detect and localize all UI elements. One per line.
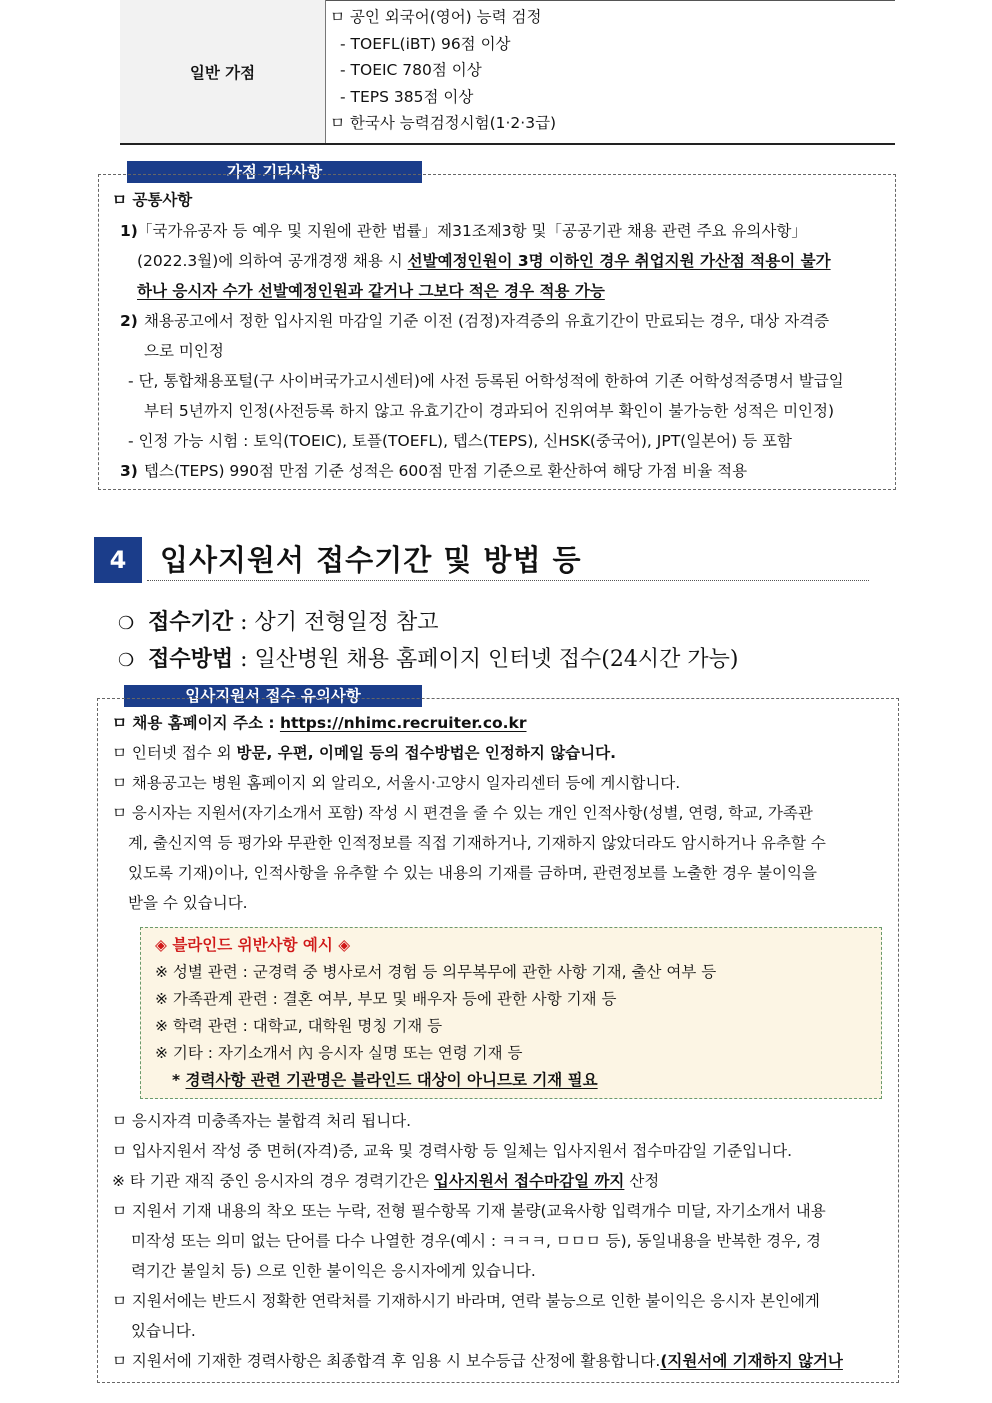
extra-line: - 인정 가능 시험 : 토익(TOEIC), 토플(TOEFL), 텝스(TEPS), 신HSK(중국어), JPT(일본어) 등 포함 xyxy=(128,432,792,450)
item-number: 1) xyxy=(120,222,138,240)
extra-line-emphasis: 하나 응시자 수가 선발예정인원과 같거나 그보다 적은 경우 적용 가능 xyxy=(137,282,605,300)
table-label-cell: 일반 가점 xyxy=(120,0,325,143)
extra-line xyxy=(137,251,831,271)
extra-line: 으로 미인정 xyxy=(144,342,224,360)
extra-line: 텝스(TEPS) 990점 만점 기준 성적은 600점 만점 기준으로 환산하여 해당 가점 비율 적용 xyxy=(144,462,748,480)
common-heading: ㅁ 공통사항 xyxy=(112,191,193,209)
asterisk-mark: * xyxy=(172,1071,186,1089)
notice-line: 받을 수 있습니다. xyxy=(128,894,248,912)
circle-bullet-icon: ❍ xyxy=(118,650,135,671)
homepage-link[interactable]: https://nhimc.recruiter.co.kr xyxy=(279,714,527,732)
method-value: : 일산병원 채용 홈페이지 인터넷 접수(24시간 가능) xyxy=(233,647,739,672)
period-bullet xyxy=(118,605,439,636)
notice-text: ㅁ 지원서에 기재한 경력사항은 최종합격 후 임용 시 보수등급 산정에 활용합니다. xyxy=(112,1352,661,1370)
homepage-line xyxy=(112,713,527,733)
bonus-points-table xyxy=(120,0,895,145)
table-item: ㅁ 한국사 능력검정시험(1·2·3급) xyxy=(330,114,557,132)
blind-item: ※ 학력 관련 : 대학교, 대학원 명칭 기재 등 xyxy=(155,1017,443,1035)
notice-line: ㅁ 응시자격 미충족자는 불합격 처리 됩니다. xyxy=(112,1112,412,1130)
notice-line: 계, 출신지역 등 평가와 무관한 인적정보를 직접 기재하거나, 기재하지 않았더라도 암시하거나 유추할 수 xyxy=(128,834,826,852)
section-title-underline xyxy=(147,580,869,581)
section-title: 입사지원서 접수기간 및 방법 등 xyxy=(160,543,582,577)
notice-line: 력기간 불일치 등) 으로 인한 불이익은 응시자에게 있습니다. xyxy=(131,1262,536,1280)
notice-line: ㅁ 지원서 기재 내용의 착오 또는 누락, 전형 필수항목 기재 불량(교육사항 입력개수 미달, 자기소개서 내용 xyxy=(112,1202,826,1220)
circle-bullet-icon: ❍ xyxy=(118,613,135,634)
item-number: 3) xyxy=(120,462,138,480)
period-label: 접수기간 xyxy=(148,609,234,635)
table-item: - TOEFL(iBT) 96점 이상 xyxy=(340,34,511,53)
method-bullet xyxy=(118,642,738,673)
notice-line: ㅁ 지원서에는 반드시 정확한 연락처를 기재하시기 바라며, 연락 불능으로 인한 불이익은 응시자 본인에게 xyxy=(112,1292,820,1310)
blind-title: ◈ 블라인드 위반사항 예시 ◈ xyxy=(155,936,351,954)
notice-line: 미작성 또는 의미 없는 단어를 다수 나열한 경우(예시 : ㅋㅋㅋ, ㅁㅁㅁ 등), 동일내용을 반복한 경우, 경 xyxy=(131,1232,821,1250)
table-divider xyxy=(325,0,326,143)
notice-text: 산정 xyxy=(624,1172,660,1190)
notice-line xyxy=(112,743,616,763)
item-number: 2) xyxy=(120,312,138,330)
blind-item: ※ 기타 : 자기소개서 內 응시자 실명 또는 연령 기재 등 xyxy=(155,1044,523,1062)
blind-note: 경력사항 관련 기관명은 블라인드 대상이 아니므로 기재 필요 xyxy=(185,1071,598,1089)
homepage-label: ㅁ 채용 홈페이지 주소 : xyxy=(112,714,280,732)
notice-line: ㅁ 응시자는 지원서(자기소개서 포함) 작성 시 편견을 줄 수 있는 개인 인적사항(성별, 연령, 학교, 가족관 xyxy=(112,804,813,822)
notice-emphasis: (지원서에 기재하지 않거나 xyxy=(660,1352,843,1370)
period-value: : 상기 전형일정 참고 xyxy=(233,610,439,635)
extra-line: 「국가유공자 등 예우 및 지원에 관한 법률」제31조제3항 및「공공기관 채용 관련 주요 유의사항」 xyxy=(137,222,807,240)
extra-line-text: (2022.3월)에 의하여 공개경쟁 채용 시 xyxy=(137,252,408,270)
extra-line: 부터 5년까지 인정(사전등록 하지 않고 유효기간이 경과되어 진위여부 확인이 불가능한 성적은 미인정) xyxy=(144,402,835,420)
table-content-cell xyxy=(330,4,890,137)
blind-note-line xyxy=(172,1070,598,1090)
blind-item: ※ 성별 관련 : 군경력 중 병사로서 경험 등 의무복무에 관한 사항 기재, 출산 여부 등 xyxy=(155,963,717,981)
notice-tab: 입사지원서 접수 유의사항 xyxy=(124,685,422,707)
notice-emphasis: 입사지원서 접수마감일 까지 xyxy=(433,1172,625,1190)
extra-notes-tab: 가점 기타사항 xyxy=(127,161,422,183)
extra-line: 채용공고에서 정한 입사지원 마감일 기준 이전 (검정)자격증의 유효기간이 만료되는 경우, 대상 자격증 xyxy=(144,312,830,330)
notice-emphasis: 방문, 우편, 이메일 등의 접수방법은 인정하지 않습니다. xyxy=(236,744,616,762)
notice-line: 있도록 기재)이나, 인적사항을 유추할 수 있는 내용의 기재를 금하며, 관련정보를 노출한 경우 불이익을 xyxy=(128,864,817,882)
notice-line xyxy=(112,1171,659,1191)
notice-line: 있습니다. xyxy=(131,1322,196,1340)
section-number: 4 xyxy=(94,537,142,583)
extra-line: - 단, 통합채용포털(구 사이버국가고시센터)에 사전 등록된 어학성적에 한하여 기존 어학성적증명서 발급일 xyxy=(128,372,844,390)
notice-line xyxy=(112,1351,843,1371)
table-item: ㅁ 공인 외국어(영어) 능력 검정 xyxy=(330,8,542,26)
method-label: 접수방법 xyxy=(148,646,234,672)
table-item: - TOEIC 780점 이상 xyxy=(340,61,482,79)
notice-line: ㅁ 채용공고는 병원 홈페이지 외 알리오, 서울시·고양시 일자리센터 등에 게시합니다. xyxy=(112,774,681,792)
notice-text: ㅁ 인터넷 접수 외 xyxy=(112,744,237,762)
notice-line: ㅁ 입사지원서 작성 중 면허(자격)증, 교육 및 경력사항 등 일체는 입사지원서 접수마감일 기준입니다. xyxy=(112,1142,792,1160)
blind-item: ※ 가족관계 관련 : 결혼 여부, 부모 및 배우자 등에 관한 사항 기재 등 xyxy=(155,990,617,1008)
extra-line-emphasis: 선발예정인원이 3명 이하인 경우 취업지원 가산점 적용이 불가 xyxy=(407,252,831,270)
table-item: - TEPS 385점 이상 xyxy=(340,87,474,106)
notice-text: ※ 타 기관 재직 중인 응시자의 경우 경력기간은 xyxy=(112,1172,434,1190)
